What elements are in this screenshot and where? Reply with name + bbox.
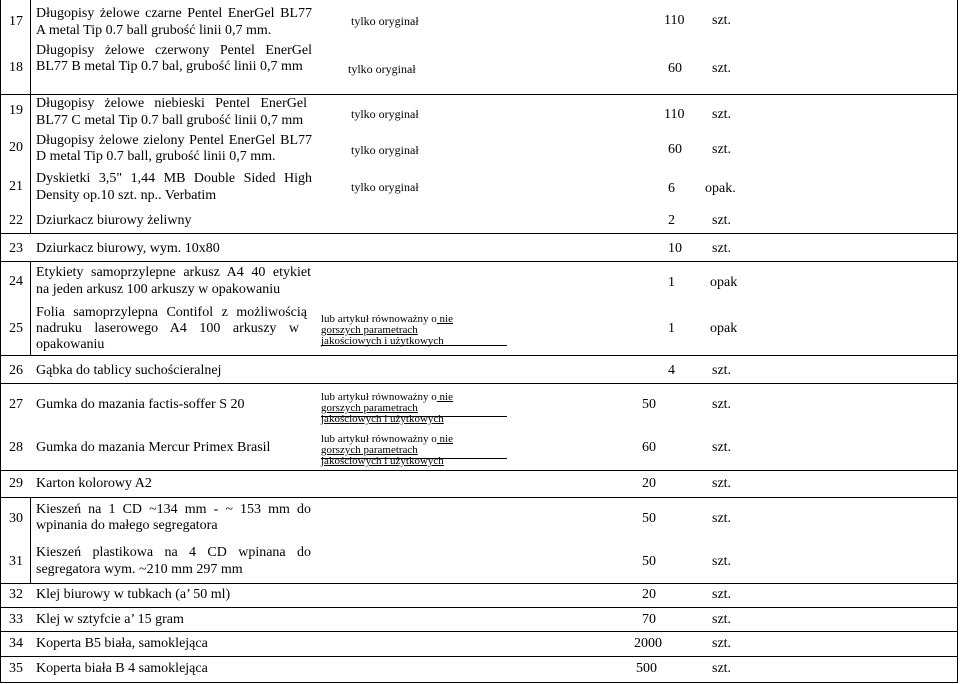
item-unit: opak. — [705, 181, 736, 196]
item-number: 32 — [9, 587, 23, 602]
item-description: Klej w sztyfcie a’ 15 gram — [36, 612, 184, 627]
item-quantity: 500 — [636, 661, 657, 676]
item-number: 33 — [9, 612, 23, 627]
item-note: tylko oryginał — [351, 107, 419, 121]
row-divider — [0, 631, 958, 632]
item-description: Dyskietki 3,5" 1,44 MB Double Sided High — [36, 171, 312, 186]
item-description: Koperta biała B 4 samoklejąca — [36, 661, 208, 676]
item-number: 20 — [9, 140, 23, 155]
item-number: 27 — [9, 397, 23, 412]
item-description: segregatora wym. ~210 mm 297 mm — [36, 562, 243, 577]
item-description: Gąbka do tablicy suchościeralnej — [36, 363, 222, 378]
item-number: 30 — [9, 511, 23, 526]
col-divider — [30, 497, 31, 583]
item-description: Długopisy żelowe czarne Pentel EnerGel BL77 — [36, 6, 312, 21]
item-unit: szt. — [712, 397, 732, 412]
equivalent-note: lub artykuł równoważny o nie gorszych parametrach jakościowych i użytkowych — [321, 391, 453, 425]
item-number: 29 — [9, 476, 23, 491]
item-quantity: 2000 — [634, 636, 662, 651]
item-quantity: 10 — [668, 241, 682, 256]
item-number: 34 — [9, 636, 23, 651]
item-number: 22 — [9, 213, 23, 228]
item-quantity: 1 — [668, 321, 675, 336]
item-quantity: 20 — [642, 476, 656, 491]
row-divider — [0, 233, 958, 234]
row-divider — [0, 497, 958, 498]
row-divider — [0, 355, 958, 356]
row-divider — [0, 607, 958, 608]
item-quantity: 6 — [668, 181, 675, 196]
item-description: BL77 C metal Tip 0.7 ball grubość linii 0,7 mm — [36, 113, 304, 128]
item-quantity: 4 — [668, 363, 675, 378]
item-description: A metal Tip 0.7 ball grubość linii 0,7 mm. — [36, 23, 272, 38]
item-quantity: 50 — [642, 554, 656, 569]
item-number: 23 — [9, 241, 23, 256]
item-description: Karton kolorowy A2 — [36, 476, 152, 491]
item-description: D metal Tip 0.7 ball, grubość linii 0,7 mm. — [36, 149, 276, 164]
item-description: Folia samoprzylepna Contifol z możliwością — [36, 305, 307, 320]
equivalent-note: lub artykuł równoważny o nie gorszych parametrach jakościowych i użytkowych — [321, 313, 453, 347]
item-number: 26 — [9, 363, 23, 378]
signature-line — [321, 345, 507, 346]
item-description: Kieszeń na 1 CD ~134 mm - ~ 153 mm do — [36, 502, 311, 517]
table-right-border — [957, 0, 958, 683]
item-description: Dziurkacz biurowy żeliwny — [36, 213, 192, 228]
item-description: Klej biurowy w tubkach (a’ 50 ml) — [36, 587, 231, 602]
item-description: nadruku laserowego A4 100 arkuszy w — [36, 321, 299, 336]
item-description: na jeden arkusz 100 arkuszy w opakowaniu — [36, 282, 281, 297]
signature-line — [321, 416, 507, 417]
item-quantity: 60 — [668, 61, 682, 76]
item-unit: szt. — [712, 661, 732, 676]
col-divider — [30, 94, 31, 234]
item-description: wpinania do małego segregatora — [36, 518, 218, 533]
item-number: 31 — [9, 554, 23, 569]
item-unit: szt. — [712, 107, 732, 122]
item-number: 28 — [9, 440, 23, 455]
item-number: 17 — [9, 14, 23, 29]
item-description: opakowaniu — [36, 337, 105, 352]
item-unit: szt. — [712, 587, 732, 602]
item-unit: szt. — [712, 612, 732, 627]
item-quantity: 20 — [642, 587, 656, 602]
item-description: Gumka do mazania Mercur Primex Brasil — [36, 440, 271, 455]
item-note: tylko oryginał — [351, 143, 419, 157]
item-quantity: 110 — [664, 107, 685, 122]
item-unit: szt. — [712, 476, 732, 491]
item-unit: szt. — [712, 13, 732, 28]
row-divider — [0, 583, 958, 584]
item-unit: szt. — [712, 213, 732, 228]
item-number: 24 — [9, 274, 23, 289]
item-description: Dziurkacz biurowy, wym. 10x80 — [36, 241, 220, 256]
item-note: tylko oryginał — [351, 180, 419, 194]
item-quantity: 2 — [668, 213, 675, 228]
equivalent-note: lub artykuł równoważny o nie gorszych parametrach jakościowych i użytkowych — [321, 433, 453, 467]
item-description: Gumka do mazania factis-soffer S 20 — [36, 397, 245, 412]
item-quantity: 50 — [642, 511, 656, 526]
item-description: Długopisy żelowe czerwony Pentel EnerGel — [36, 43, 312, 58]
row-divider — [0, 261, 958, 262]
row-divider — [0, 656, 958, 657]
item-number: 35 — [9, 661, 23, 676]
item-quantity: 110 — [664, 13, 685, 28]
item-unit: szt. — [712, 142, 732, 157]
item-unit: szt. — [712, 636, 732, 651]
item-description: Długopisy żelowe niebieski Pentel EnerGel — [36, 96, 307, 111]
row-divider — [0, 682, 958, 683]
item-number: 18 — [9, 60, 23, 75]
item-number: 25 — [9, 321, 23, 336]
item-unit: opak — [710, 275, 738, 290]
item-unit: szt. — [712, 363, 732, 378]
item-unit: opak — [710, 321, 738, 336]
item-number: 21 — [9, 179, 23, 194]
signature-line — [321, 458, 507, 459]
item-description: Długopisy żelowe zielony Pentel EnerGel BL77 — [36, 133, 312, 148]
item-unit: szt. — [712, 511, 732, 526]
item-note: tylko oryginał — [348, 62, 416, 76]
item-description: Kieszeń plastikowa na 4 CD wpinana do — [36, 545, 311, 560]
item-quantity: 70 — [642, 612, 656, 627]
item-quantity: 60 — [668, 142, 682, 157]
item-description: Etykiety samoprzylepne arkusz A4 40 etykiet — [36, 265, 311, 280]
item-unit: szt. — [712, 241, 732, 256]
item-unit: szt. — [712, 554, 732, 569]
col-divider — [30, 261, 31, 355]
row-divider — [0, 94, 958, 95]
item-unit: szt. — [712, 440, 732, 455]
item-unit: szt. — [712, 61, 732, 76]
table-left-border — [0, 0, 1, 683]
item-description: BL77 B metal Tip 0.7 bal, grubość linii 0,7 mm — [36, 59, 303, 74]
item-description: Koperta B5 biała, samoklejąca — [36, 636, 208, 651]
item-description: Density op.10 szt. np.. Verbatim — [36, 188, 217, 203]
col-divider — [30, 0, 31, 94]
item-quantity: 50 — [642, 397, 656, 412]
item-quantity: 60 — [642, 440, 656, 455]
item-note: tylko oryginał — [351, 14, 419, 28]
item-number: 19 — [9, 103, 23, 118]
item-quantity: 1 — [668, 275, 675, 290]
row-divider — [0, 383, 958, 384]
row-divider — [0, 470, 958, 471]
